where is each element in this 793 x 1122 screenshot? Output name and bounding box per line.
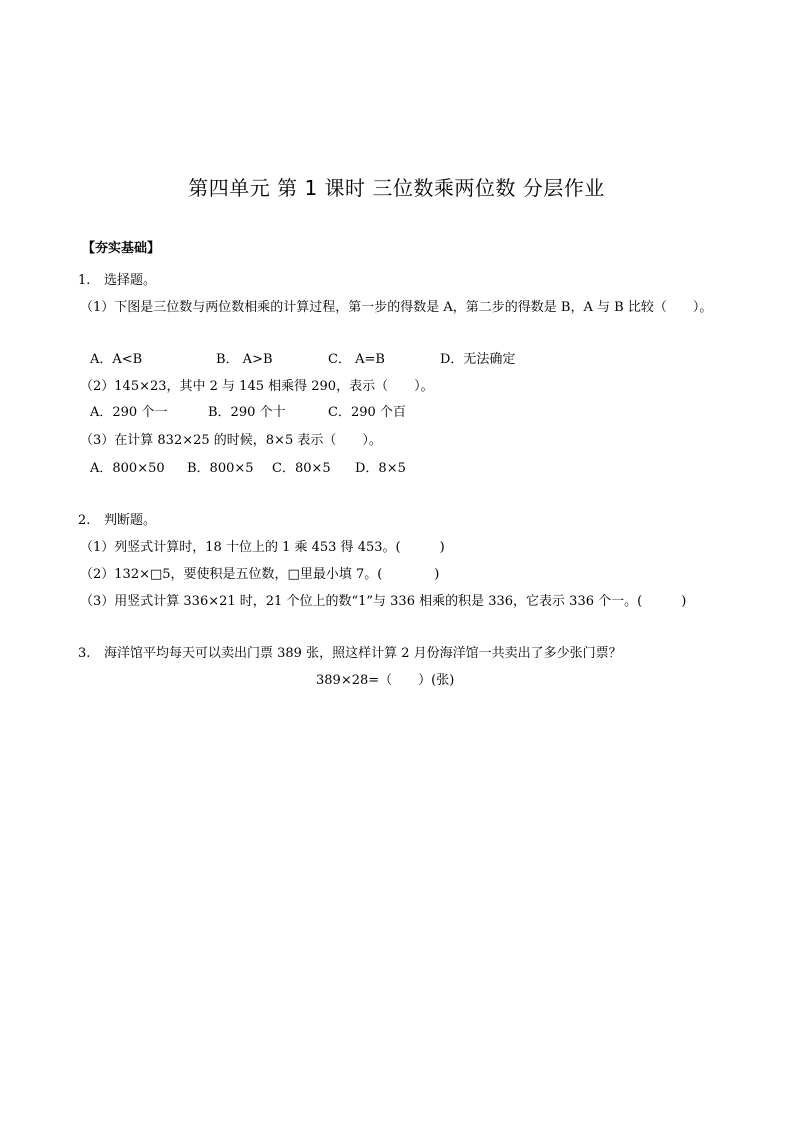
q1-sub1-text: （1）下图是三位数与两位数相乘的计算过程，第一步的得数是 A，第二步的得数是 B，A 与 B 比较（ ）。 [80,300,713,315]
page-title: 第四单元 第 1 课时 三位数乘两位数 分层作业 [188,176,605,200]
q1-sub1-option-a: A．A<B [90,352,143,367]
q1-sub2-option-b: B．290 个十 [208,405,286,420]
q1-sub3-option-b: B．800×5 [187,461,254,476]
q3-text: 海洋馆平均每天可以卖出门票 389 张，照这样计算 2 月份海洋馆一共卖出了多少张门票？ [104,646,622,661]
q2-item-2: （2）132×□5，要使积是五位数，□里最小填 7。( ) [80,567,440,582]
q1-number: 1. [78,273,91,288]
q1-sub1-option-d: D．无法确定 [440,352,516,367]
section-heading: 【夯实基础】 [82,241,161,256]
q1-sub2-option-a: A．290 个一 [90,405,168,420]
q2-item-3: （3）用竖式计算 336×21 时，21 个位上的数“1”与 336 相乘的积是 336，它表示 336 个一。( ) [80,594,687,609]
q1-sub3-option-d: D．8×5 [355,461,406,476]
q3-number: 3. [78,646,91,661]
q1-sub3-text: （3）在计算 832×25 的时候，8×5 表示（ ）。 [80,433,382,448]
q1-sub2-text: （2）145×23，其中 2 与 145 相乘得 290，表示（ ）。 [80,379,434,394]
q2-number: 2. [78,513,91,528]
q1-sub3-option-a: A．800×50 [90,461,165,476]
q1-sub1-option-b: B． A>B [216,352,273,367]
q2-heading: 判断题。 [104,513,157,528]
q1-sub3-option-c: C．80×5 [272,461,331,476]
q2-item-1: （1）列竖式计算时，18 十位上的 1 乘 453 得 453。( ) [80,540,445,555]
q1-heading: 选择题。 [104,273,157,288]
q3-equation: 389×28=（ ）(张) [316,673,455,688]
q1-sub2-option-c: C．290 个百 [328,405,406,420]
q1-sub1-option-c: C． A=B [328,352,385,367]
